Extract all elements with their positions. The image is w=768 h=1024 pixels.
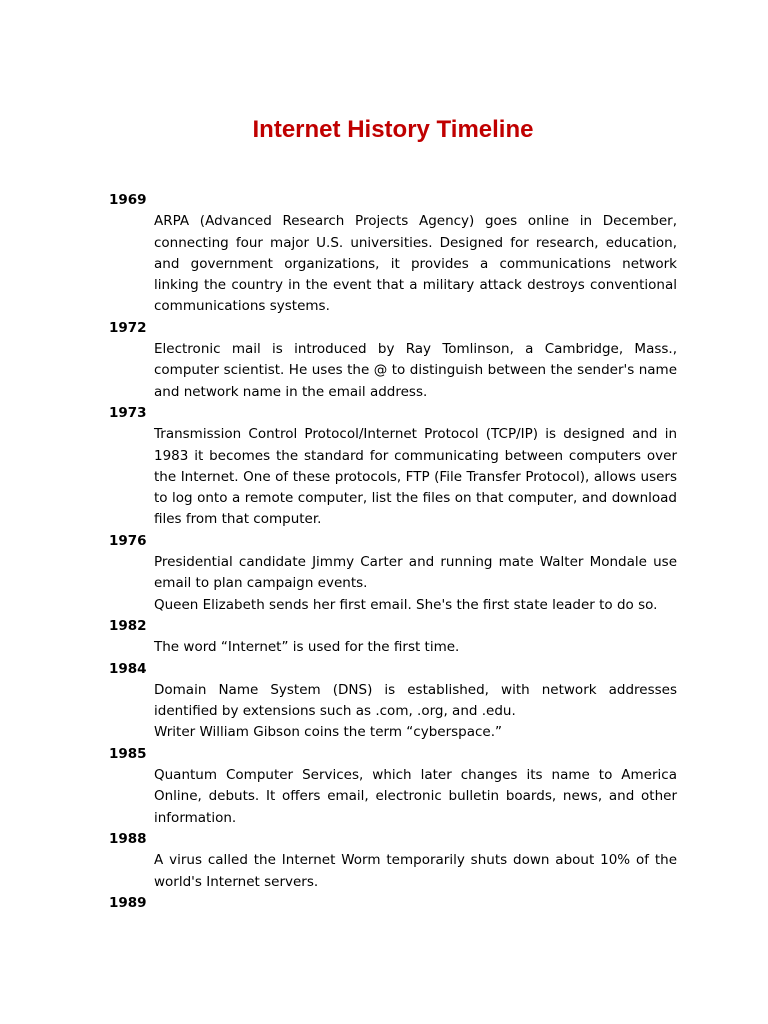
timeline-entry-1982 <box>0 616 768 659</box>
timeline-entry-1985 <box>0 744 768 829</box>
timeline-entry-1969 <box>0 190 768 318</box>
year-heading: 1985 <box>109 745 147 762</box>
year-heading: 1973 <box>109 404 147 421</box>
timeline-entry-1984 <box>0 659 768 744</box>
entry-paragraph: A virus called the Internet Worm temporarily shuts down about 10% of the world's Internet servers. <box>154 852 677 890</box>
year-heading: 1988 <box>109 830 147 847</box>
timeline-entry-1972 <box>0 318 768 403</box>
timeline-entry-1988 <box>0 829 768 893</box>
entry-paragraph: Domain Name System (DNS) is established, with network addresses identified by extensions such as .com, .org, and .edu. <box>154 681 677 720</box>
entry-paragraph: Electronic mail is introduced by Ray Tomlinson, a Cambridge, Mass., computer scientist. He uses the @ to distinguish between the sender's name and network name in the email address. <box>154 341 677 400</box>
entry-paragraph: Queen Elizabeth sends her first email. She's the first state leader to do so. <box>154 596 658 613</box>
year-heading: 1976 <box>109 532 147 549</box>
timeline-entry-1973 <box>0 403 768 531</box>
year-heading: 1972 <box>109 319 147 336</box>
entry-paragraph: The word “Internet” is used for the first time. <box>154 639 460 656</box>
entry-paragraph: Quantum Computer Services, which later changes its name to America Online, debuts. It offers email, electronic bulletin boards, news, and other information. <box>154 767 677 826</box>
year-heading: 1989 <box>109 894 147 911</box>
timeline-entry-1989 <box>0 893 768 914</box>
entry-paragraph: ARPA (Advanced Research Projects Agency) goes online in December, connecting four major U.S. universities. Designed for research, education, and government organizations, it provides a communications network linking the country in the event that a military attack destroys conventional communications systems. <box>154 213 677 315</box>
page-title: Internet History Timeline <box>252 116 534 143</box>
timeline-entry-1976 <box>0 531 768 616</box>
year-heading: 1969 <box>109 192 147 208</box>
year-heading: 1982 <box>109 617 147 634</box>
timeline <box>0 190 768 914</box>
entry-paragraph: Writer William Gibson coins the term “cyberspace.” <box>154 724 503 741</box>
year-heading: 1984 <box>109 660 147 677</box>
entry-paragraph: Presidential candidate Jimmy Carter and running mate Walter Mondale use email to plan campaign events. <box>154 554 677 592</box>
entry-paragraph: Transmission Control Protocol/Internet Protocol (TCP/IP) is designed and in 1983 it becomes the standard for communicating between computers over the Internet. One of these protocols, FTP (File Transfer Protocol), allows users to log onto a remote computer, list the files on that computer, and download files from that computer. <box>154 426 677 528</box>
